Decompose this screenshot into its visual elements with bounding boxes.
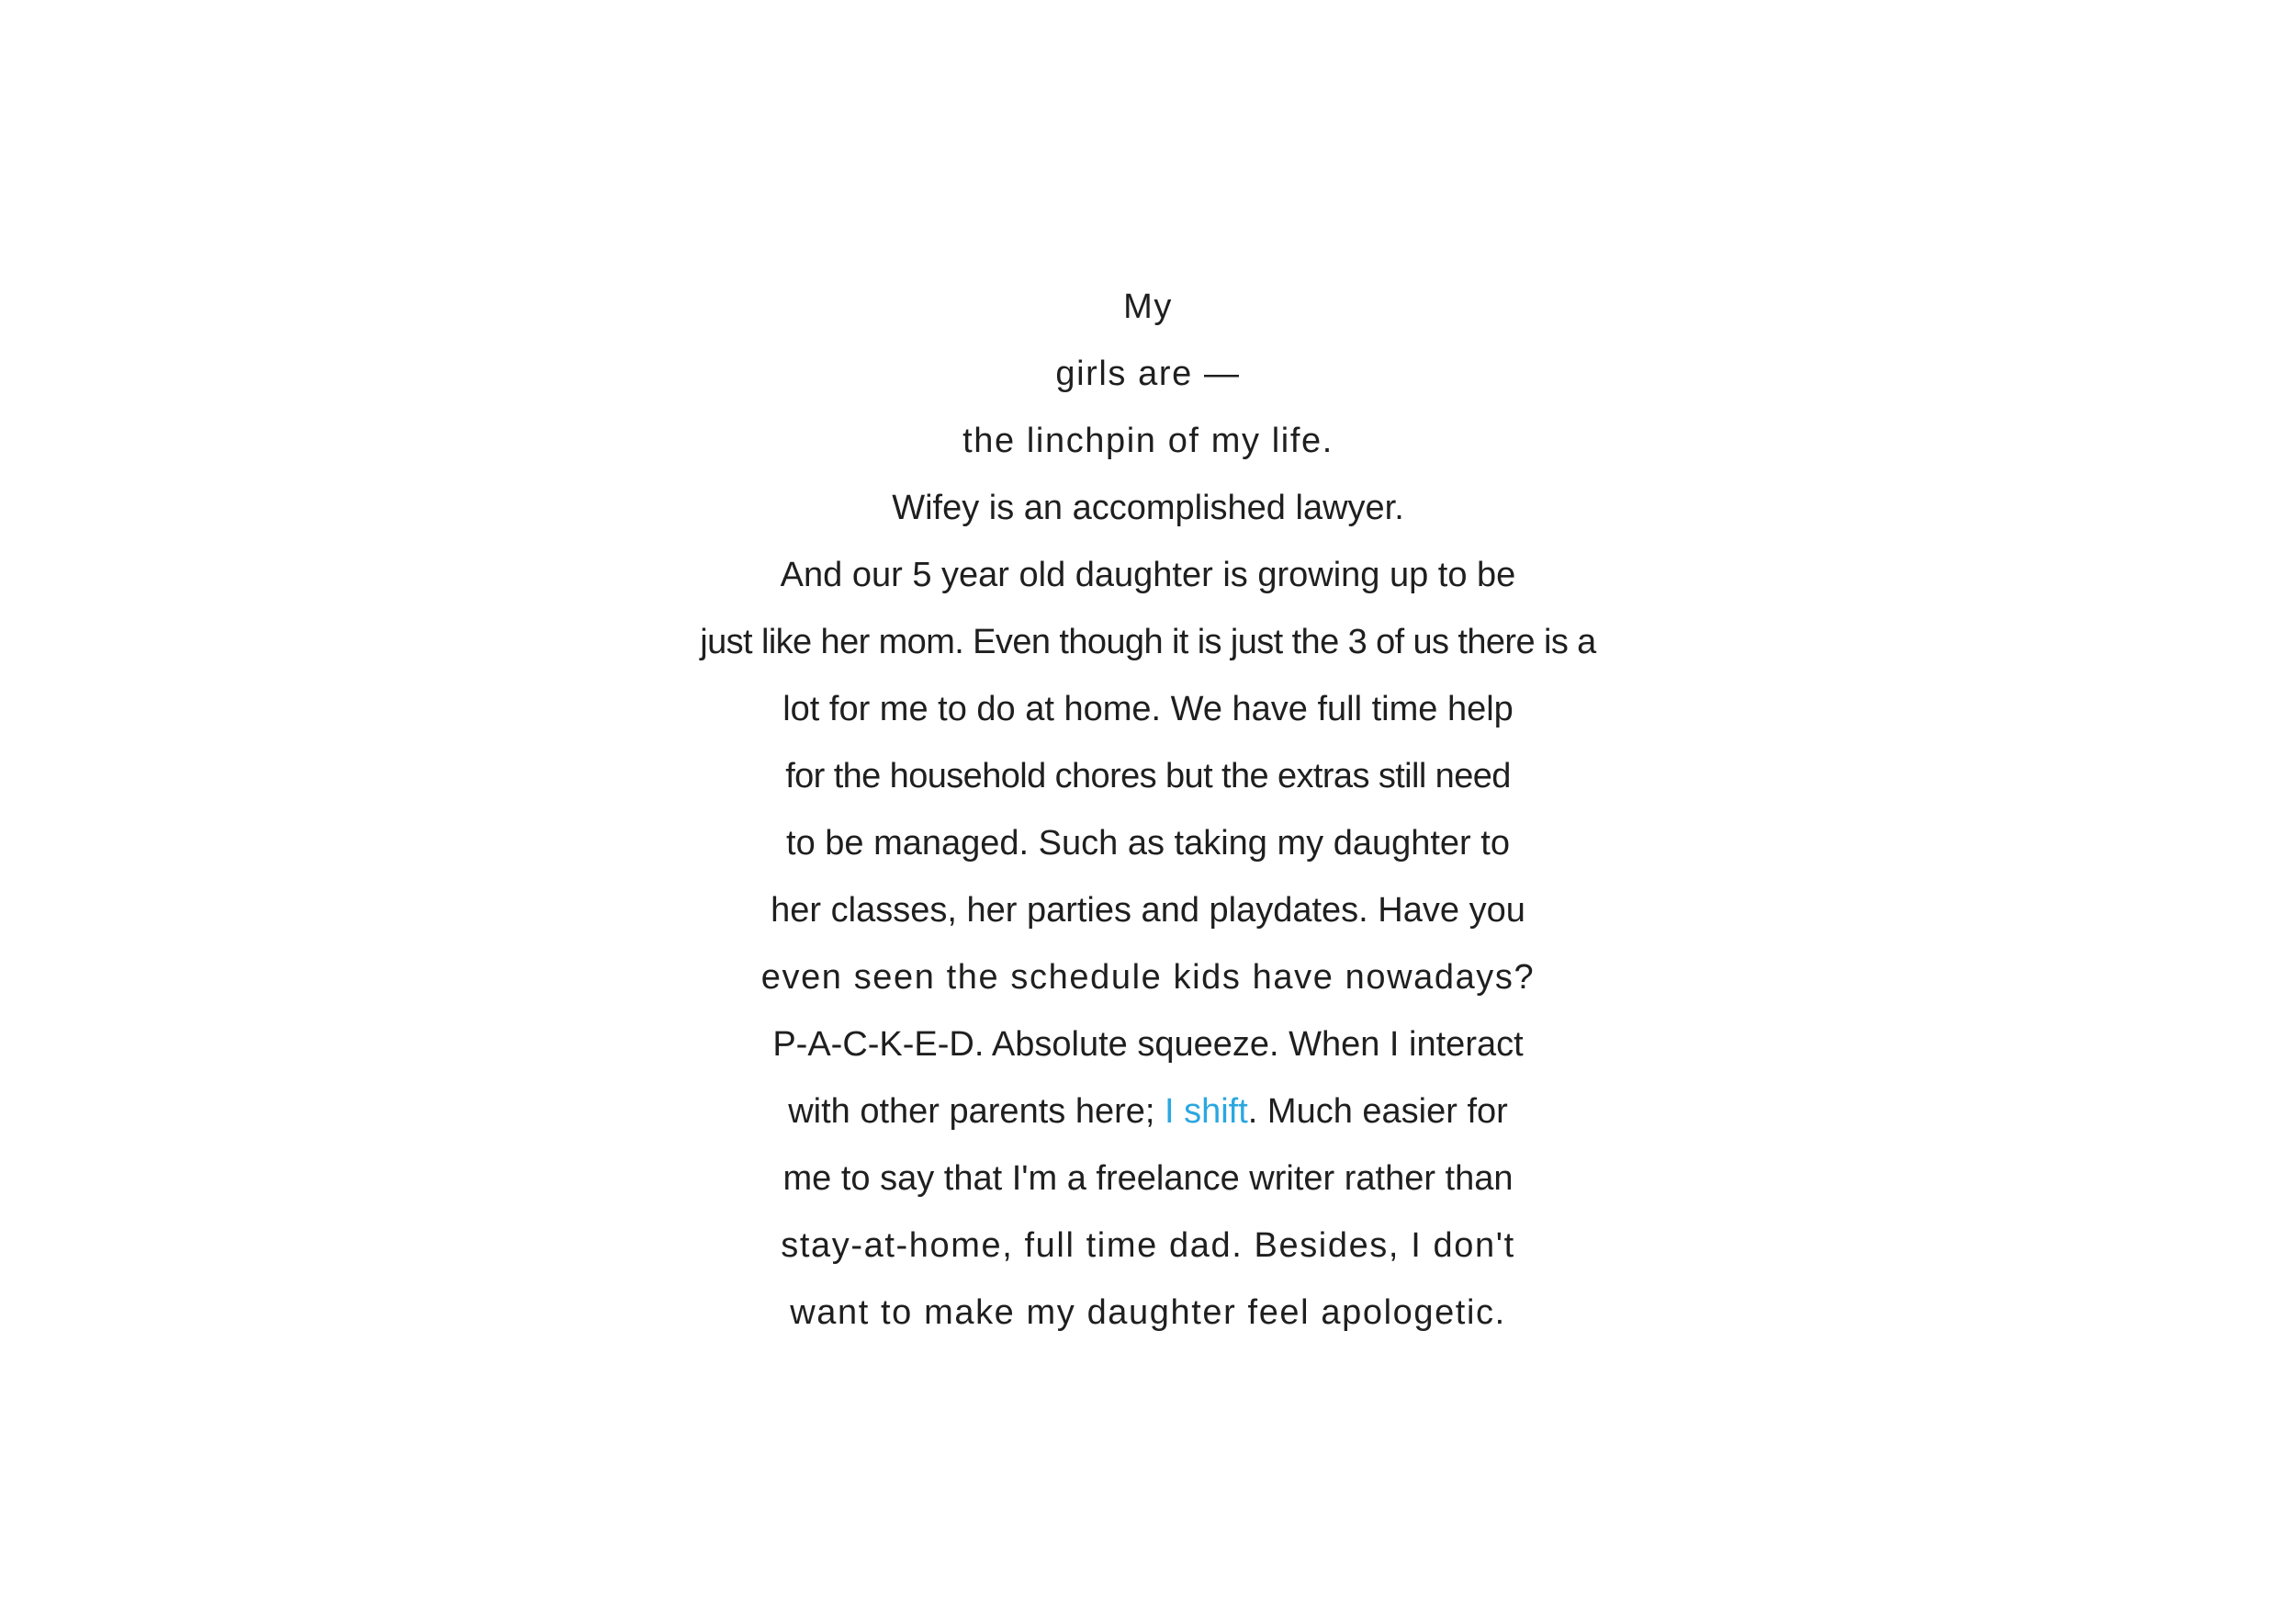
poem-line: to be managed. Such as taking my daughter to: [786, 824, 1510, 863]
poem-line: And our 5 year old daughter is growing up to be: [780, 556, 1516, 594]
poem-line-text-after-link: . Much easier for: [1247, 1092, 1508, 1131]
poem-line: lot for me to do at home. We have full time help: [782, 690, 1514, 728]
poem-line: her classes, her parties and playdates. Have you: [771, 891, 1525, 930]
poem-line-with-link: [0, 1078, 2296, 1145]
poem-line: Wifey is an accomplished lawyer.: [892, 489, 1404, 527]
i-shift-link[interactable]: I shift: [1164, 1092, 1248, 1131]
poem-text-block: [0, 274, 2296, 1347]
poem-line: the linchpin of my life.: [962, 422, 1334, 460]
poem-line: girls are —: [1055, 355, 1241, 393]
poem-line: me to say that I'm a freelance writer rather than: [782, 1159, 1514, 1198]
poem-line: for the household chores but the extras still need: [785, 757, 1511, 795]
poem-line: even seen the schedule kids have nowadays?: [760, 958, 1536, 997]
poem-line: just like her mom. Even though it is just the 3 of us there is a: [700, 623, 1596, 661]
poem-line: want to make my daughter feel apologetic.: [790, 1293, 1506, 1332]
poem-line: P-A-C-K-E-D. Absolute squeeze. When I interact: [772, 1025, 1524, 1064]
poem-line: stay-at-home, full time dad. Besides, I don't: [781, 1226, 1515, 1265]
poem-line: My: [1123, 288, 1173, 326]
poem-line-text-before-link: with other parents here;: [788, 1092, 1165, 1131]
